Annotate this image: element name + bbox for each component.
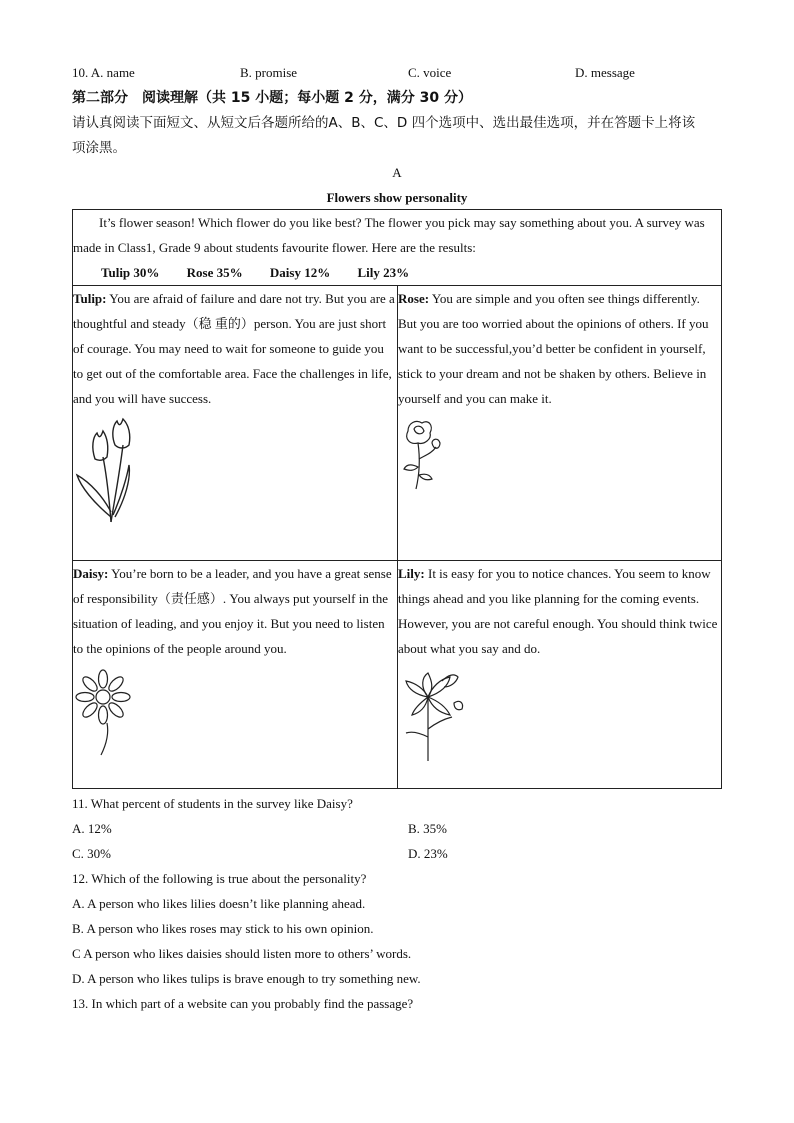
section-instruction-line1: 请认真阅读下面短文、从短文后各题所给的A、B、C、D 四个选项中、选出最佳选项，并在答题卡上将该 xyxy=(72,115,696,131)
rose-cell xyxy=(398,286,722,561)
q10-option-d: D. message xyxy=(575,65,635,80)
result-tulip: Tulip 30% xyxy=(101,265,160,280)
survey-results xyxy=(73,260,721,285)
q10-option-b: B. promise xyxy=(240,65,298,80)
q12-option-c: C A person who likes daisies should listen more to others’ words. xyxy=(72,946,412,961)
passage-title: Flowers show personality xyxy=(326,190,468,205)
daisy-cell xyxy=(73,561,398,789)
q10-option-c: C. voice xyxy=(408,65,452,80)
daisy-text: You’re born to be a leader, and you have a great sense of responsibility（责任感）. You always put yourself in the situation of leading, and you enjoy it. But you need to listen to the opinions of the people around you. xyxy=(73,566,392,656)
passage-letter: A xyxy=(392,165,402,180)
result-lily: Lily 23% xyxy=(357,265,410,280)
lily-illustration xyxy=(398,667,468,763)
result-rose: Rose 35% xyxy=(186,265,243,280)
q10-option-a: 10. A. name xyxy=(72,65,135,80)
passage-table xyxy=(72,209,722,789)
rose-illustration xyxy=(398,417,448,497)
rose-name: Rose: xyxy=(398,291,430,306)
lily-name: Lily: xyxy=(398,566,425,581)
q12-stem: 12. Which of the following is true about the personality? xyxy=(72,871,367,886)
q11-option-b: B. 35% xyxy=(408,821,447,836)
intro-cell xyxy=(73,210,722,286)
intro-text: It’s flower season! Which flower do you like best? The flower you pick may say something about you. A survey was made in Class1, Grade 9 about students favourite flower. Here are the results: xyxy=(73,215,705,255)
q11-option-c: C. 30% xyxy=(72,846,111,861)
tulip-cell xyxy=(73,286,398,561)
tulip-text: You are afraid of failure and dare not try. But you are a thoughtful and steady（稳 重的）person. You are just short of courage. You may need to wait for someone to guide you to get out of the comfortable area. Face the challenges in life, and you will have success. xyxy=(73,291,395,406)
section-heading: 第二部分 阅读理解（共 15 小题；每小题 2 分，满分 30 分） xyxy=(72,90,472,106)
daisy-illustration xyxy=(73,667,137,757)
result-daisy: Daisy 12% xyxy=(269,265,331,280)
q12-option-b: B. A person who likes roses may stick to his own opinion. xyxy=(72,921,374,936)
tulip-name: Tulip: xyxy=(73,291,107,306)
lily-cell xyxy=(398,561,722,789)
daisy-name: Daisy: xyxy=(73,566,109,581)
q11-option-a: A. 12% xyxy=(72,821,112,836)
lily-text: It is easy for you to notice chances. You seem to know things ahead and you like planning for the coming events. However, you are not careful enough. You should think twice about what you say and do. xyxy=(398,566,718,656)
q11-option-d: D. 23% xyxy=(408,846,448,861)
rose-text: You are simple and you often see things differently. But you are too worried about the opinions of others. If you want to be successful,you’d better be confident in yourself, stick to your dream and not be shaken by others. Believe in yourself and you can make it. xyxy=(398,291,709,406)
q12-option-a: A. A person who likes lilies doesn’t like planning ahead. xyxy=(72,896,366,911)
q13-stem: 13. In which part of a website can you probably find the passage? xyxy=(72,996,414,1011)
section-instruction-line2: 项涂黑。 xyxy=(72,140,126,156)
q11-stem: 11. What percent of students in the survey like Daisy? xyxy=(72,796,353,811)
tulip-illustration xyxy=(73,417,143,527)
q12-option-d: D. A person who likes tulips is brave enough to try something new. xyxy=(72,971,421,986)
